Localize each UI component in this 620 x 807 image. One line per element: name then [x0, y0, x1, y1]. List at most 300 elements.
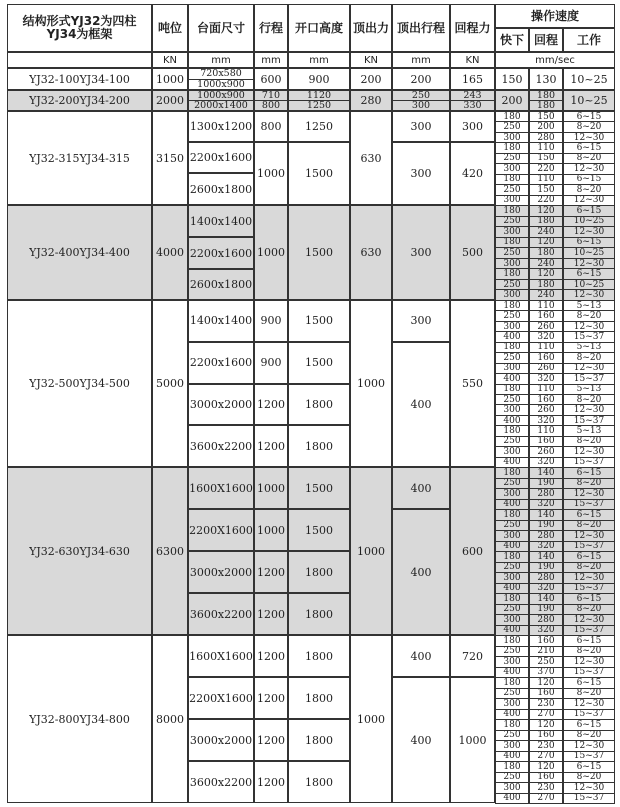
opening-cell: 1500 — [288, 300, 350, 342]
speed-return-cell: 110 — [529, 425, 563, 436]
table-size-cell: 3000x2000 — [188, 719, 254, 761]
speed-return-cell: 190 — [529, 604, 563, 616]
speed-return-cell: 280 — [529, 488, 563, 500]
speed-fast-cell: 400 — [495, 583, 529, 595]
speed-return-cell: 150 — [529, 111, 563, 122]
speed-return-cell: 370 — [529, 667, 563, 679]
speed-return-cell: 140 — [529, 551, 563, 563]
speed-work-cell: 5~13 — [563, 384, 615, 395]
speed-fast-cell: 180 — [495, 761, 529, 773]
opening-cell: 1500 — [288, 509, 350, 551]
table-size-cell: 2200X1600 — [188, 677, 254, 719]
speed-fast-cell: 150 — [495, 68, 529, 90]
speed-work-cell: 12~30 — [563, 258, 615, 270]
speed-return-cell: 160 — [529, 352, 563, 363]
speed-work-cell: 10~25 — [563, 68, 615, 90]
return-force-cell: 500 — [450, 205, 495, 300]
speed-fast-cell: 180 — [495, 551, 529, 563]
opening-cell: 1800 — [288, 761, 350, 803]
speed-work-cell: 15~37 — [563, 583, 615, 595]
speed-work-cell: 12~30 — [563, 488, 615, 500]
speed-fast-cell: 300 — [495, 656, 529, 668]
speed-fast-cell: 250 — [495, 153, 529, 164]
opening-cell: 1800 — [288, 719, 350, 761]
stroke-cell: 1200 — [254, 551, 288, 593]
opening-cell — [288, 90, 350, 111]
opening-cell: 1800 — [288, 635, 350, 677]
speed-fast-cell: 400 — [495, 541, 529, 553]
return-force-cell: 165 — [450, 68, 495, 90]
speed-fast-cell: 300 — [495, 163, 529, 174]
speed-fast-cell: 300 — [495, 530, 529, 542]
speed-return-cell: 160 — [529, 394, 563, 405]
table-size-cell: 3000x2000 — [188, 551, 254, 593]
speed-work-cell: 12~30 — [563, 321, 615, 332]
speed-work-cell: 8~20 — [563, 604, 615, 616]
return-force-cell-line: 330 — [463, 100, 482, 111]
speed-return-cell: 160 — [529, 310, 563, 321]
speed-fast-cell: 250 — [495, 646, 529, 658]
speed-work-cell: 12~30 — [563, 163, 615, 174]
speed-fast-cell: 180 — [495, 509, 529, 521]
speed-fast-cell: 250 — [495, 688, 529, 700]
speed-work-cell: 8~20 — [563, 436, 615, 447]
speed-fast-cell: 180 — [495, 593, 529, 605]
return-force-cell: 420 — [450, 142, 495, 205]
speed-return-cell: 200 — [529, 121, 563, 132]
speed-work-cell: 5~13 — [563, 300, 615, 311]
speed-work-cell: 15~37 — [563, 415, 615, 426]
speed-fast-cell: 180 — [495, 237, 529, 249]
ejection-stroke-cell: 300 — [392, 205, 450, 300]
speed-return-cell: 180 — [529, 279, 563, 291]
return-force-cell: 720 — [450, 635, 495, 677]
speed-work-cell: 15~37 — [563, 541, 615, 553]
speed-work-cell: 8~20 — [563, 520, 615, 532]
unit-return-force: KN — [450, 52, 495, 68]
speed-work-cell: 15~37 — [563, 751, 615, 763]
speed-work-cell: 10~25 — [563, 279, 615, 291]
speed-work-cell: 15~37 — [563, 667, 615, 679]
speed-work-cell: 12~30 — [563, 782, 615, 794]
speed-return-cell: 190 — [529, 562, 563, 574]
speed-work-cell: 15~37 — [563, 331, 615, 342]
speed-fast-cell: 300 — [495, 289, 529, 301]
header-speed: 操作速度 — [495, 4, 615, 28]
return-force-cell-line: 243 — [451, 91, 494, 101]
speed-return-cell — [529, 90, 563, 111]
speed-fast-cell: 400 — [495, 751, 529, 763]
header-opening-height: 开口高度 — [288, 4, 350, 52]
speed-work-cell: 8~20 — [563, 310, 615, 321]
ejection-force-cell: 630 — [350, 111, 392, 205]
speed-work-cell: 6~15 — [563, 467, 615, 479]
speed-work-cell: 12~30 — [563, 740, 615, 752]
speed-fast-cell: 180 — [495, 268, 529, 280]
header-speed-work: 工作 — [563, 28, 615, 52]
speed-fast-cell: 180 — [495, 425, 529, 436]
ejection-force-cell: 1000 — [350, 467, 392, 635]
ejection-force-cell: 200 — [350, 68, 392, 90]
speed-work-cell: 10~25 — [563, 247, 615, 259]
speed-fast-cell: 300 — [495, 572, 529, 584]
unit-opening-height: mm — [288, 52, 350, 68]
speed-work-cell: 12~30 — [563, 226, 615, 238]
speed-fast-cell: 180 — [495, 677, 529, 689]
speed-fast-cell: 300 — [495, 132, 529, 143]
speed-return-cell: 320 — [529, 415, 563, 426]
opening-cell: 1800 — [288, 384, 350, 426]
speed-work-cell: 8~20 — [563, 352, 615, 363]
speed-work-cell: 6~15 — [563, 174, 615, 185]
header-speed-return: 回程 — [529, 28, 563, 52]
opening-cell: 900 — [288, 68, 350, 90]
ejection-stroke-cell-line: 250 — [393, 91, 449, 101]
speed-work-cell: 6~15 — [563, 111, 615, 122]
table-size-cell: 2200x1600 — [188, 142, 254, 173]
speed-fast-cell: 180 — [495, 111, 529, 122]
ejection-stroke-cell: 400 — [392, 342, 450, 467]
speed-return-cell: 320 — [529, 331, 563, 342]
ejection-stroke-cell: 400 — [392, 635, 450, 677]
speed-fast-cell: 180 — [495, 174, 529, 185]
speed-return-cell: 240 — [529, 289, 563, 301]
stroke-cell: 1200 — [254, 425, 288, 467]
header-speed-fast: 快下 — [495, 28, 529, 52]
ejection-force-cell: 1000 — [350, 300, 392, 467]
stroke-cell: 1000 — [254, 142, 288, 205]
speed-work-cell: 15~37 — [563, 457, 615, 468]
speed-return-cell: 260 — [529, 363, 563, 374]
speed-return-cell: 140 — [529, 593, 563, 605]
stroke-cell-line: 800 — [261, 100, 281, 111]
speed-work-cell: 12~30 — [563, 132, 615, 143]
table-size-cell-line: 1000x900 — [197, 78, 245, 90]
speed-work-cell: 6~15 — [563, 677, 615, 689]
speed-fast-cell: 300 — [495, 446, 529, 457]
unit-blank — [7, 52, 152, 68]
table-size-cell: 2200x1600 — [188, 342, 254, 384]
ejection-stroke-cell: 400 — [392, 677, 450, 803]
header-ejection-force: 顶出力 — [350, 4, 392, 52]
speed-return-cell: 160 — [529, 436, 563, 447]
speed-work-cell: 8~20 — [563, 730, 615, 742]
speed-return-cell: 120 — [529, 677, 563, 689]
unit-ejection-stroke: mm — [392, 52, 450, 68]
return-force-cell — [450, 90, 495, 111]
stroke-cell: 1000 — [254, 467, 288, 509]
opening-cell: 1800 — [288, 593, 350, 635]
speed-return-cell: 260 — [529, 446, 563, 457]
tonnage-cell: 4000 — [152, 205, 188, 300]
speed-fast-cell: 180 — [495, 635, 529, 647]
tonnage-cell: 5000 — [152, 300, 188, 467]
speed-return-cell: 190 — [529, 520, 563, 532]
model-cell: YJ32-200YJ34-200 — [7, 90, 152, 111]
speed-fast-cell: 400 — [495, 499, 529, 511]
header-table-size: 台面尺寸 — [188, 4, 254, 52]
opening-cell: 1500 — [288, 467, 350, 509]
speed-fast-cell: 250 — [495, 394, 529, 405]
speed-work-cell: 8~20 — [563, 184, 615, 195]
speed-return-cell: 140 — [529, 467, 563, 479]
speed-fast-cell: 300 — [495, 195, 529, 206]
speed-work-cell: 5~13 — [563, 425, 615, 436]
speed-return-cell: 320 — [529, 499, 563, 511]
speed-return-cell: 110 — [529, 384, 563, 395]
speed-work-cell: 8~20 — [563, 772, 615, 784]
speed-work-cell: 15~37 — [563, 793, 615, 805]
speed-return-cell: 120 — [529, 761, 563, 773]
ejection-stroke-cell: 400 — [392, 467, 450, 509]
speed-work-cell: 6~15 — [563, 593, 615, 605]
speed-return-cell: 120 — [529, 237, 563, 249]
ejection-force-cell: 1000 — [350, 635, 392, 803]
speed-fast-cell: 300 — [495, 782, 529, 794]
opening-cell-line: 1120 — [289, 91, 349, 101]
unit-table-size: mm — [188, 52, 254, 68]
stroke-cell: 800 — [254, 111, 288, 142]
unit-stroke: mm — [254, 52, 288, 68]
speed-fast-cell: 400 — [495, 667, 529, 679]
speed-fast-cell: 300 — [495, 226, 529, 238]
speed-return-cell: 180 — [529, 247, 563, 259]
speed-return-cell-line: 180 — [536, 100, 556, 111]
speed-fast-cell: 250 — [495, 772, 529, 784]
speed-work-cell: 12~30 — [563, 572, 615, 584]
stroke-cell: 1200 — [254, 384, 288, 426]
table-size-cell: 1400x1400 — [188, 300, 254, 342]
table-size-cell: 3000x2000 — [188, 384, 254, 426]
speed-work-cell: 10~25 — [563, 90, 615, 111]
speed-fast-cell: 250 — [495, 310, 529, 321]
ejection-stroke-cell: 400 — [392, 509, 450, 635]
speed-work-cell: 12~30 — [563, 404, 615, 415]
speed-return-cell-line: 180 — [530, 91, 562, 101]
speed-work-cell: 12~30 — [563, 363, 615, 374]
tonnage-cell: 2000 — [152, 90, 188, 111]
opening-cell: 1800 — [288, 551, 350, 593]
speed-fast-cell: 250 — [495, 520, 529, 532]
speed-fast-cell: 300 — [495, 363, 529, 374]
return-force-cell: 1000 — [450, 677, 495, 803]
speed-fast-cell: 400 — [495, 709, 529, 721]
speed-return-cell: 160 — [529, 772, 563, 784]
header-ejection-stroke: 顶出行程 — [392, 4, 450, 52]
speed-return-cell: 230 — [529, 782, 563, 794]
table-size-cell — [188, 90, 254, 111]
speed-return-cell: 120 — [529, 719, 563, 731]
speed-fast-cell: 200 — [495, 90, 529, 111]
model-cell: YJ32-800YJ34-800 — [7, 635, 152, 803]
speed-fast-cell: 250 — [495, 478, 529, 490]
speed-work-cell: 15~37 — [563, 499, 615, 511]
speed-work-cell: 12~30 — [563, 446, 615, 457]
speed-fast-cell: 300 — [495, 258, 529, 270]
speed-return-cell: 160 — [529, 688, 563, 700]
tonnage-cell: 3150 — [152, 111, 188, 205]
opening-cell: 1250 — [288, 111, 350, 142]
stroke-cell: 600 — [254, 68, 288, 90]
ejection-stroke-cell-line: 300 — [411, 100, 431, 111]
speed-return-cell: 270 — [529, 751, 563, 763]
model-cell: YJ32-400YJ34-400 — [7, 205, 152, 300]
speed-return-cell: 230 — [529, 740, 563, 752]
speed-fast-cell: 250 — [495, 562, 529, 574]
table-size-cell-line: 720x580 — [189, 69, 253, 80]
speed-return-cell: 280 — [529, 530, 563, 542]
speed-return-cell: 230 — [529, 698, 563, 710]
tonnage-cell: 8000 — [152, 635, 188, 803]
speed-fast-cell: 250 — [495, 604, 529, 616]
speed-fast-cell: 400 — [495, 793, 529, 805]
speed-fast-cell: 400 — [495, 331, 529, 342]
tonnage-cell: 1000 — [152, 68, 188, 90]
speed-return-cell: 150 — [529, 184, 563, 195]
opening-cell-line: 1250 — [306, 100, 332, 111]
speed-work-cell: 8~20 — [563, 153, 615, 164]
speed-fast-cell: 180 — [495, 142, 529, 153]
speed-fast-cell: 250 — [495, 352, 529, 363]
speed-work-cell: 12~30 — [563, 530, 615, 542]
speed-fast-cell: 250 — [495, 121, 529, 132]
stroke-cell — [254, 90, 288, 111]
speed-fast-cell: 250 — [495, 216, 529, 228]
speed-work-cell: 12~30 — [563, 614, 615, 626]
speed-fast-cell: 250 — [495, 436, 529, 447]
speed-fast-cell: 400 — [495, 373, 529, 384]
speed-work-cell: 12~30 — [563, 698, 615, 710]
ejection-stroke-cell: 300 — [392, 142, 450, 205]
speed-work-cell: 15~37 — [563, 709, 615, 721]
speed-fast-cell: 250 — [495, 279, 529, 291]
table-size-cell: 3600x2200 — [188, 761, 254, 803]
speed-work-cell: 8~20 — [563, 562, 615, 574]
speed-return-cell: 240 — [529, 258, 563, 270]
speed-return-cell: 280 — [529, 572, 563, 584]
table-size-cell-line: 2000x1400 — [194, 100, 248, 111]
speed-return-cell: 260 — [529, 321, 563, 332]
speed-work-cell: 8~20 — [563, 478, 615, 490]
return-force-cell: 550 — [450, 300, 495, 467]
speed-fast-cell: 180 — [495, 384, 529, 395]
speed-return-cell: 140 — [529, 509, 563, 521]
speed-return-cell: 280 — [529, 132, 563, 143]
speed-fast-cell: 180 — [495, 467, 529, 479]
table-size-cell: 2600x1800 — [188, 173, 254, 205]
speed-return-cell: 120 — [529, 205, 563, 217]
speed-return-cell: 180 — [529, 216, 563, 228]
speed-return-cell: 220 — [529, 195, 563, 206]
stroke-cell: 900 — [254, 300, 288, 342]
table-size-cell: 1400x1400 — [188, 205, 254, 237]
opening-cell: 1800 — [288, 425, 350, 467]
speed-fast-cell: 180 — [495, 342, 529, 353]
opening-cell: 1800 — [288, 677, 350, 719]
speed-return-cell: 320 — [529, 625, 563, 637]
speed-work-cell: 6~15 — [563, 268, 615, 280]
stroke-cell-line: 710 — [255, 91, 287, 101]
speed-fast-cell: 180 — [495, 300, 529, 311]
ejection-force-cell: 630 — [350, 205, 392, 300]
speed-fast-cell: 300 — [495, 614, 529, 626]
speed-work-cell: 15~37 — [563, 625, 615, 637]
speed-work-cell: 8~20 — [563, 646, 615, 658]
speed-work-cell: 6~15 — [563, 142, 615, 153]
speed-return-cell: 160 — [529, 730, 563, 742]
speed-fast-cell: 400 — [495, 457, 529, 468]
speed-return-cell: 280 — [529, 614, 563, 626]
return-force-cell: 600 — [450, 467, 495, 635]
unit-tonnage: KN — [152, 52, 188, 68]
model-cell: YJ32-630YJ34-630 — [7, 467, 152, 635]
stroke-cell: 1200 — [254, 593, 288, 635]
opening-cell: 1500 — [288, 142, 350, 205]
table-size-cell: 3600x2200 — [188, 593, 254, 635]
table-size-cell: 1600X1600 — [188, 467, 254, 509]
header-return-force: 回程力 — [450, 4, 495, 52]
table-size-cell: 2600x1800 — [188, 269, 254, 300]
speed-work-cell: 12~30 — [563, 195, 615, 206]
table-size-cell-line: 1000x900 — [189, 91, 253, 101]
speed-return-cell: 110 — [529, 300, 563, 311]
speed-return-cell: 320 — [529, 457, 563, 468]
speed-fast-cell: 300 — [495, 740, 529, 752]
table-size-cell: 3600x2200 — [188, 425, 254, 467]
speed-return-cell: 150 — [529, 153, 563, 164]
stroke-cell: 1200 — [254, 761, 288, 803]
speed-fast-cell: 250 — [495, 184, 529, 195]
stroke-cell: 900 — [254, 342, 288, 384]
speed-fast-cell: 400 — [495, 415, 529, 426]
opening-cell: 1500 — [288, 205, 350, 300]
speed-fast-cell: 300 — [495, 698, 529, 710]
speed-work-cell: 12~30 — [563, 289, 615, 301]
speed-work-cell: 6~15 — [563, 509, 615, 521]
speed-work-cell: 15~37 — [563, 373, 615, 384]
stroke-cell: 1200 — [254, 719, 288, 761]
speed-work-cell: 8~20 — [563, 121, 615, 132]
speed-return-cell: 110 — [529, 342, 563, 353]
stroke-cell: 1200 — [254, 677, 288, 719]
table-size-cell: 1600X1600 — [188, 635, 254, 677]
return-force-cell: 300 — [450, 111, 495, 142]
speed-fast-cell: 400 — [495, 625, 529, 637]
ejection-stroke-cell: 300 — [392, 111, 450, 142]
speed-fast-cell: 250 — [495, 730, 529, 742]
speed-return-cell: 250 — [529, 656, 563, 668]
speed-fast-cell: 250 — [495, 247, 529, 259]
speed-fast-cell: 180 — [495, 719, 529, 731]
speed-return-cell: 190 — [529, 478, 563, 490]
speed-work-cell: 10~25 — [563, 216, 615, 228]
speed-work-cell: 6~15 — [563, 551, 615, 563]
table-size-cell: 1300x1200 — [188, 111, 254, 142]
tonnage-cell: 6300 — [152, 467, 188, 635]
model-cell: YJ32-315YJ34-315 — [7, 111, 152, 205]
stroke-cell: 1200 — [254, 635, 288, 677]
stroke-cell: 1000 — [254, 509, 288, 551]
ejection-force-cell: 280 — [350, 90, 392, 111]
speed-return-cell: 130 — [529, 68, 563, 90]
speed-return-cell: 160 — [529, 635, 563, 647]
ejection-stroke-cell: 200 — [392, 68, 450, 90]
speed-return-cell: 270 — [529, 709, 563, 721]
header-structure: 结构形式YJ32为四柱YJ34为框架 — [7, 4, 152, 52]
speed-work-cell: 8~20 — [563, 688, 615, 700]
speed-return-cell: 320 — [529, 583, 563, 595]
opening-cell: 1500 — [288, 342, 350, 384]
